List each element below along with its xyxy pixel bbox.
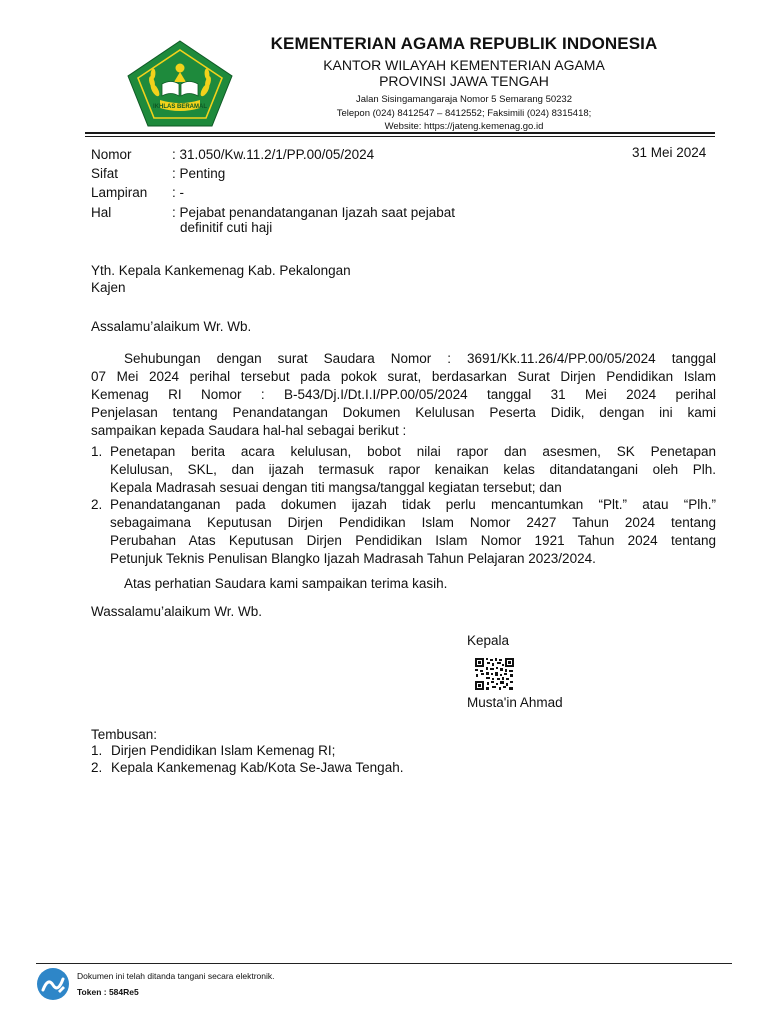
cc-item: Kepala Kankemenag Kab/Kota Se-Jawa Tengah.: [111, 760, 404, 775]
list-number: 1.: [91, 444, 103, 459]
office-website: Website: https://jateng.kemenag.go.id: [384, 121, 544, 132]
list-item-line: Penandatanganan pada dokumen ijazah tidak perlu mencantumkan “Plt.” atau “Plh.”: [110, 497, 716, 512]
meta-value-sifat: : Penting: [172, 166, 226, 181]
ministry-name: KEMENTERIAN AGAMA REPUBLIK INDONESIA: [270, 34, 658, 53]
meta-label-nomor: Nomor: [91, 147, 132, 162]
meta-value-lampiran: : -: [172, 185, 184, 200]
paragraph-line: Kemenag RI Nomor : B-543/Dj.I/Dt.I.I/PP.00/05/2024 tanggal 31 Mei 2024 perihal: [91, 387, 716, 402]
meta-value-nomor: : 31.050/Kw.11.2/1/PP.00/05/2024: [172, 147, 375, 162]
cc-item: Dirjen Pendidikan Islam Kemenag RI;: [111, 743, 336, 758]
list-item-line: Penetapan berita acara kelulusan, bobot nilai rapor dan asesmen, SK Penetapan: [110, 444, 716, 459]
office-phone: Telepon (024) 8412547 – 8412552; Faksimili (024) 8315418;: [336, 107, 592, 119]
greeting: Assalamu’alaikum Wr. Wb.: [91, 319, 252, 334]
farewell: Wassalamu’alaikum Wr. Wb.: [91, 604, 263, 619]
footer-note: Dokumen ini telah ditanda tangani secara elektronik.: [77, 971, 275, 981]
logo-motto: IKHLAS BERAMAL: [153, 104, 207, 110]
recipient-line1: Yth. Kepala Kankemenag Kab. Pekalongan: [91, 263, 351, 278]
meta-label-sifat: Sifat: [91, 166, 119, 181]
cc-heading: Tembusan:: [91, 727, 158, 742]
list-item-line: Kelulusan, SKL, dan ijazah termasuk rapor kenaikan kelas ditandatangani oleh Plh.: [110, 462, 716, 477]
office-address: Jalan Sisingamangaraja Nomor 5 Semarang 50232: [356, 94, 572, 105]
recipient-line2: Kajen: [91, 280, 126, 295]
signatory-title: Kepala: [467, 633, 510, 648]
paragraph-line: 07 Mei 2024 perihal tersebut pada pokok surat, berdasarkan Surat Dirjen Pendidikan Islam: [91, 369, 716, 384]
paragraph-line: Penjelasan tentang Penandatangan Dokumen Kelulusan Peserta Didik, dengan ini kami: [91, 405, 716, 420]
meta-value-hal: : Pejabat penandatanganan Ijazah saat pejabat: [172, 205, 455, 220]
letter-date: 31 Mei 2024: [632, 145, 707, 160]
letterhead-rule-thin: [85, 136, 715, 137]
office-name: KANTOR WILAYAH KEMENTERIAN AGAMA: [323, 57, 605, 73]
paragraph-line: Sehubungan dengan surat Saudara Nomor : 3691/Kk.11.26/4/PP.00/05/2024 tanggal: [124, 351, 716, 366]
list-number: 2.: [91, 497, 103, 512]
footer-token: Token : 584Re5: [77, 987, 139, 997]
cc-number: 2.: [91, 760, 103, 775]
signatory-name: Musta'in Ahmad: [467, 695, 563, 710]
paragraph-line: sampaikan kepada Saudara hal-hal sebagai berikut :: [91, 423, 407, 438]
list-item-line: sebagaimana Keputusan Dirjen Pendidikan Islam Nomor 2427 Tahun 2024 tentang: [110, 515, 716, 530]
list-item-line: Perubahan Atas Keputusan Dirjen Pendidikan Islam Nomor 1921 Tahun 2024 tentang: [110, 533, 716, 548]
kemenag-logo: [124, 38, 236, 128]
list-item-line: Kepala Madrasah sesuai dengan titi mangsa/tanggal kegiatan tersebut; dan: [110, 480, 562, 495]
closing-sentence: Atas perhatian Saudara kami sampaikan terima kasih.: [124, 576, 448, 591]
e-signature-icon: [36, 967, 70, 1001]
footer-rule: [36, 963, 732, 964]
letterhead: [240, 34, 688, 134]
cc-number: 1.: [91, 743, 103, 758]
list-item-line: Petunjuk Teknis Penulisan Blangko Ijazah Madrasah Tahun Pelajaran 2023/2024.: [110, 551, 596, 566]
letterhead-rule: [85, 132, 715, 134]
meta-label-lampiran: Lampiran: [91, 185, 148, 200]
province-name: PROVINSI JAWA TENGAH: [379, 73, 549, 89]
meta-label-hal: Hal: [91, 205, 112, 220]
meta-value-hal-cont: definitif cuti haji: [180, 220, 273, 235]
qr-code: [474, 657, 515, 691]
